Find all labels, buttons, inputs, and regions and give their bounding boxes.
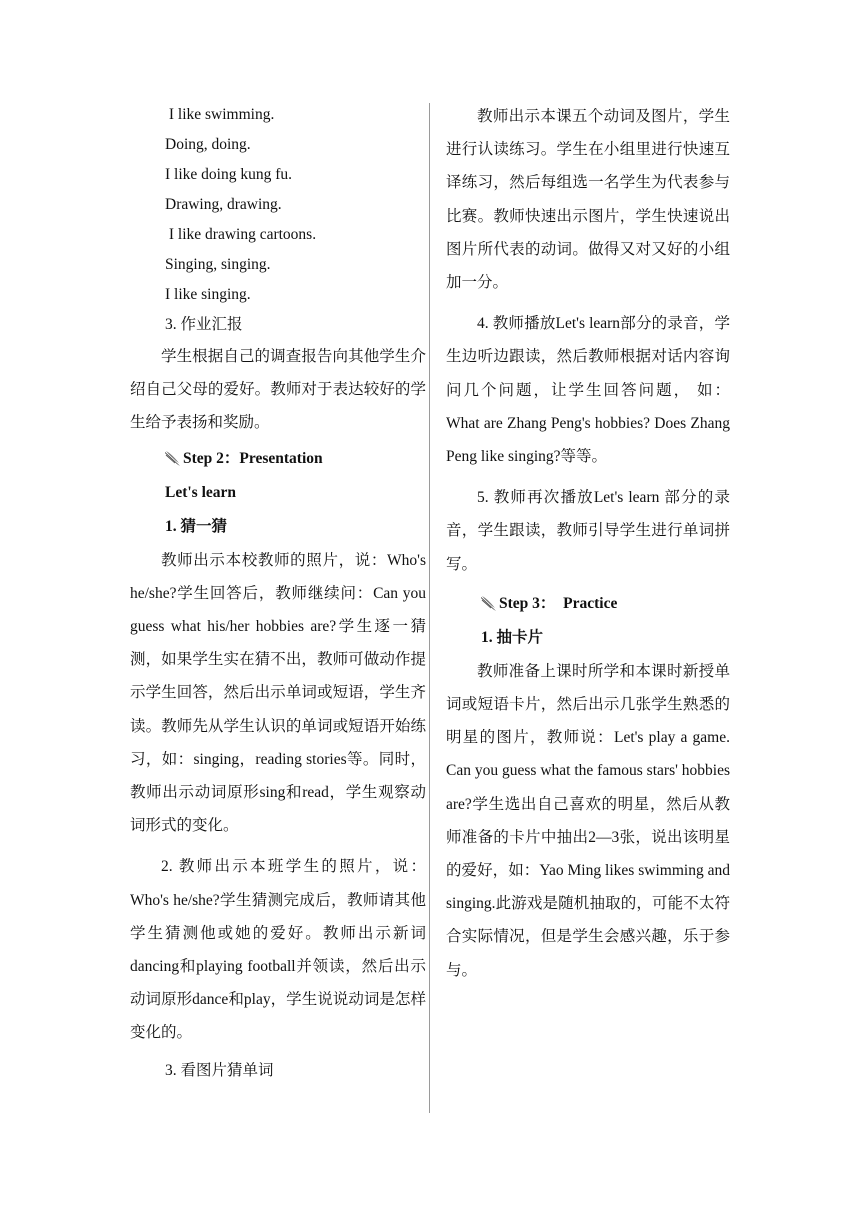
item-2-paragraph: 2. 教师出示本班学生的照片，说：Who's he/she?学生猜测完成后，教师请其他学生猜测他或她的爱好。教师出示新词dancing和playing football并领读，然后出示动词原形dance和play，学生说说动词是怎样变化的。 [130, 858, 426, 1042]
step-3-heading [446, 587, 730, 621]
step-2-heading [130, 442, 426, 476]
guess-heading: 1. 猜一猜 [165, 517, 228, 535]
item-3-line: 3. 看图片猜单词 [165, 1061, 274, 1079]
lets-learn-heading: Let's learn [165, 483, 237, 501]
right-column [446, 100, 730, 987]
report-paragraph: 学生根据自己的调查报告向其他学生介绍自己父母的爱好。教师对于表达较好的学生给予表扬和奖励。 [130, 348, 426, 432]
step-3-label: Step 3： Practice [499, 594, 618, 612]
step-2-label: Step 2：Presentation [183, 449, 323, 467]
guess-paragraph: 教师出示本校教师的照片，说：Who's he/she?学生回答后，教师继续问：Can you guess what his/her hobbies are?学生逐一猜测，如果学生实在猜不出，教师可做动作提示学生回答，然后出示单词或短语，学生齐读。教师先从学生认识的单词或短语开始练习，如：singing，reading stories等。同时，教师出示动词原形sing和read，学生观察动词形式的变化。 [130, 551, 426, 835]
dialog-line: I like drawing cartoons. [165, 226, 317, 243]
pen-icon [479, 594, 499, 614]
item-4-paragraph: 4. 教师播放Let's learn部分的录音，学生边听边跟读，然后教师根据对话内容询问几个问题，让学生回答问题， 如：What are Zhang Peng's hobbies? Does Zhang Peng like singing?等等。 [446, 315, 730, 466]
pen-icon [163, 449, 183, 469]
item-5-paragraph: 5. 教师再次播放Let's learn 部分的录音，学生跟读，教师引导学生进行单词拼写。 [446, 489, 730, 573]
dialog-line: Singing, singing. [165, 256, 271, 273]
card-paragraph: 教师准备上课时所学和本课时新授单词或短语卡片，然后出示几张学生熟悉的明星的图片，教师说：Let's play a game. Can you guess what the famous stars' hobbies are?学生选出自己喜欢的明星，然后从教师准备的卡片中抽出2—3张，说出该明星的爱好，如：Yao Ming likes swimming and singing.此游戏是随机抽取的，可能不太符合实际情况，但是学生会感兴趣，乐于参与。 [446, 662, 730, 979]
dialog-line: Drawing, drawing. [165, 196, 282, 213]
card-heading: 1. 抽卡片 [481, 628, 544, 646]
dialog-line: Doing, doing. [165, 136, 251, 153]
verbs-paragraph: 教师出示本课五个动词及图片，学生进行认读练习。学生在小组里进行快速互译练习，然后每组选一名学生为代表参与比赛。教师快速出示图片，学生快速说出图片所代表的动词。做得又对又好的小组加一分。 [446, 108, 730, 292]
left-column [130, 100, 426, 1086]
dialog-line: I like singing. [165, 286, 251, 303]
section-heading: 3. 作业汇报 [165, 316, 243, 333]
dialog-line: I like swimming. [165, 106, 275, 123]
column-divider [429, 103, 430, 1113]
dialog-line: I like doing kung fu. [165, 166, 292, 183]
